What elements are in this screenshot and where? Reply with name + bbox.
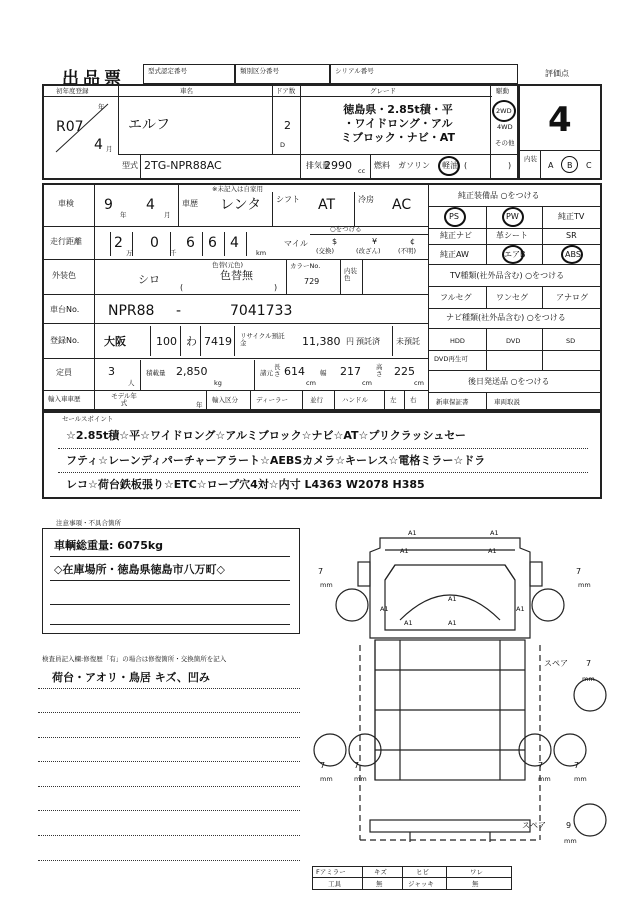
legend-v2: 無 (376, 880, 383, 888)
odo-digit-4: 6 (208, 235, 217, 251)
repaint-label: 色替(元色) (212, 261, 244, 269)
circle-note: ○をつける (330, 225, 362, 233)
grade-line3: ミブロック・ナビ・AT (341, 131, 455, 144)
import-year-unit: 年 (196, 401, 203, 409)
navi-dvd: DVD (506, 337, 521, 345)
chassis-prefix: NPR88 (108, 303, 155, 319)
dmg-door-left: A1 (380, 605, 389, 613)
spare-unit-2: mm (564, 837, 577, 845)
tire-fl-value: 7 (318, 567, 324, 576)
sales-line-2: フティ☆レーンディパーチャーアラート☆AEBSカメラ☆キーレス☆電格ミラー☆ドラ (66, 454, 486, 467)
equip-pw-circle (502, 207, 524, 227)
history-label: 車歴 (182, 199, 198, 208)
mile-label: マイル (284, 239, 308, 248)
after-manual: 車両取説 (494, 398, 520, 406)
equip-sr: SR (566, 231, 577, 240)
color-label: 外装色 (52, 271, 76, 280)
doors-value: 2 (284, 119, 291, 132)
reg-label: 登録No. (50, 336, 80, 345)
legend-v4: 無 (472, 880, 479, 888)
color-no-value: 729 (304, 277, 320, 286)
tire-rr2-unit: mm (574, 775, 587, 783)
inspection-year: 9 (104, 197, 113, 213)
hei-label: 高さ (376, 363, 383, 378)
grade-label: グレード (370, 87, 396, 95)
ac-value: AC (392, 197, 412, 213)
len-value: 614 (284, 365, 305, 378)
import-label: 輸入車車歴 (48, 395, 81, 403)
inspector-line-1: 荷台・アオリ・鳥居 キズ、凹み (52, 671, 210, 684)
shift-value: AT (318, 197, 336, 213)
dmg-roof-front-right: A1 (490, 529, 499, 537)
page-title: 出品票 (62, 69, 125, 89)
equip-aw: 純正AW (440, 250, 469, 259)
unknown-sym: ¢ (410, 237, 416, 246)
not-deposited: 未預託 (396, 337, 420, 346)
displacement-label: 排気量 (306, 161, 330, 170)
spare-label-1: スペア (544, 659, 568, 668)
equip-pw: PW (506, 212, 519, 221)
inspection-month: 4 (146, 197, 155, 213)
navi-title: ナビ種類(社外品含む) ○をつける (446, 313, 566, 322)
inspector-label: 検査員記入欄:修復歴「有」の場合は修復箇所・交換箇所を記入 (42, 655, 227, 663)
sales-points-label: セールスポイント (62, 415, 114, 423)
recycle-label: リサイクル預託金 (240, 332, 285, 347)
equip-ps-circle (444, 207, 466, 227)
tire-fl-unit: mm (320, 581, 333, 589)
month-unit: 月 (106, 145, 113, 153)
import-handle: ハンドル (342, 396, 368, 404)
fuel-diesel: 軽油 (442, 161, 458, 170)
after-title: 後日発送品 ○をつける (468, 377, 550, 386)
spare-value-1: 7 (586, 659, 592, 668)
load-label: 積載量 (146, 369, 166, 377)
deposited: 預託済 (356, 337, 380, 346)
dmg-roof-front: A1 (408, 529, 417, 537)
first-reg-month: 4 (94, 137, 103, 153)
odo-digit-1: 2 (114, 235, 123, 251)
tire-rl2-unit: mm (354, 775, 367, 783)
notes-line-1: 車輌総重量: 6075kg (54, 539, 164, 552)
legend-h1: Fアミラー (316, 868, 346, 876)
interior-a: A (548, 161, 554, 170)
displacement-value: 2990 (324, 159, 352, 172)
equip-airbag: エアB (504, 250, 526, 259)
equip-leather: 革シート (496, 231, 528, 240)
mileage-label: 走行距離 (50, 237, 82, 246)
first-reg-cell (48, 96, 118, 154)
year-unit: 年 (98, 103, 105, 111)
spare-value-2: 9 (566, 821, 572, 830)
load-value: 2,850 (176, 365, 208, 378)
import-type-label: 輸入区分 (212, 396, 238, 404)
modified-sym: ¥ (372, 237, 378, 246)
score-label-box (525, 64, 600, 84)
sales-line-3: レコ☆荷台鉄板張り☆ETC☆ロープ穴4対☆内寸 L4363 W2078 H385 (66, 478, 425, 491)
type-cert-box (143, 64, 235, 84)
equipment-title: 純正装備品 ○をつける (458, 191, 540, 200)
spare-unit-1: mm (582, 675, 595, 683)
dmg-floor-left: A1 (404, 619, 413, 627)
import-parallel: 並行 (310, 396, 323, 404)
inspection-label: 車検 (58, 199, 74, 208)
exchange-label: (交換) (316, 247, 335, 255)
reg-kana: わ (186, 335, 197, 348)
equip-abs-circle (561, 245, 583, 264)
shift-label: シフト (276, 195, 300, 204)
reg-number: 7419 (204, 335, 232, 348)
legend-v3: ジャッキ (408, 880, 434, 888)
notes-label: 注意事項・不具合箇所 (56, 519, 121, 527)
exchange-sym: $ (332, 237, 338, 246)
displacement-unit: cc (358, 167, 366, 175)
fuel-label: 燃料 (374, 161, 390, 170)
chassis-dash: - (176, 303, 182, 319)
modified-label: (改ざん) (356, 247, 381, 255)
chassis-label: 車台No. (50, 305, 80, 314)
odo-digit-2: 0 (150, 235, 159, 251)
dmg-door-right: A1 (516, 605, 525, 613)
doors-unit: D (280, 141, 286, 149)
tire-rr2-value: 7 (574, 761, 580, 770)
odo-digit-3: 6 (186, 235, 195, 251)
repaint-value: 色替無 (220, 269, 253, 282)
legend-h4: ワレ (470, 868, 483, 876)
tire-rr-unit: mm (538, 775, 551, 783)
interior-b-circle (561, 156, 578, 173)
tire-fr-unit: mm (578, 581, 591, 589)
legend-v1: 工具 (328, 880, 341, 888)
dmg-cab-left: A1 (400, 547, 409, 555)
load-unit: kg (214, 379, 222, 387)
equip-abs: ABS (565, 250, 581, 259)
class-box (235, 64, 330, 84)
serial-label: シリアル番号 (335, 67, 374, 75)
dmg-floor-center: A1 (448, 619, 457, 627)
tire-fr-value: 7 (576, 567, 582, 576)
reg-class: 100 (156, 335, 177, 348)
drive-2wd: 2WD (496, 107, 512, 115)
car-name-value: エルフ (128, 117, 170, 133)
model-value: 2TG-NPR88AC (144, 159, 222, 172)
odo-digit-5: 4 (230, 235, 239, 251)
model-label: 型式 (122, 161, 138, 170)
tv-title: TV種類(社外品含む) ○をつける (450, 271, 565, 280)
color-no-label: カラーNo. (290, 262, 321, 270)
tire-rl2-value: 7 (354, 761, 360, 770)
equip-airbag-circle (502, 245, 524, 264)
equip-ps: PS (449, 212, 459, 221)
legend-h3: ヒビ (416, 868, 429, 876)
grade-line2: ・ワイドロング・アル (343, 117, 453, 130)
capacity-label: 定員 (56, 368, 72, 377)
after-warranty: 新車保証書 (436, 398, 469, 406)
capacity-value: 3 (108, 365, 115, 378)
ac-label: 冷房 (358, 195, 374, 204)
spare-label-2: スペア (522, 821, 546, 830)
legend-h2: キズ (374, 868, 387, 876)
interior-color-label: 内装色 (344, 267, 357, 282)
sales-line-1: ☆2.85t積☆平☆ワイドロング☆アルミブロック☆ナビ☆AT☆プリクラッシュセー (66, 429, 466, 442)
history-value: レンタ (220, 197, 262, 213)
capacity-unit: 人 (128, 379, 135, 387)
notes-line-2: ◇在庫場所・徳島県徳島市八万町◇ (54, 563, 225, 576)
recycle-value: 11,380 (302, 335, 341, 348)
odo-man: 万 (126, 249, 133, 257)
equip-navi: 純正ナビ (440, 231, 472, 240)
navi-sd: SD (566, 337, 576, 345)
hei-value: 225 (394, 365, 415, 378)
equip-tv: 純正TV (558, 212, 585, 221)
color-paren-open: ( (180, 283, 184, 292)
score-label: 評価点 (545, 69, 569, 78)
len-unit: cm (306, 379, 316, 387)
inspection-month-unit: 月 (164, 211, 171, 219)
unknown-label: (不明) (398, 247, 417, 255)
history-note: ※未記入は自家用 (212, 185, 263, 193)
serial-box (330, 64, 518, 84)
odometer (100, 228, 280, 258)
fuel-paren-open: ( (464, 161, 468, 170)
doors-label: ドア数 (276, 87, 296, 95)
odo-sen: 千 (170, 249, 177, 257)
class-label: 類別区分番号 (240, 67, 279, 75)
first-reg-era: R07 (56, 119, 84, 135)
dvd-playback: DVD再生可 (434, 355, 468, 363)
wid-unit: cm (362, 379, 372, 387)
color-paren-close: ) (274, 283, 278, 292)
drive-2wd-circle (492, 100, 516, 122)
interior-label: 内装 (524, 155, 537, 163)
truck-diagram (300, 520, 620, 860)
import-left: 左 (390, 396, 397, 404)
chassis-number: 7041733 (230, 303, 293, 319)
type-cert-label: 型式認定番号 (148, 67, 187, 75)
tire-rr-value: 7 (538, 761, 544, 770)
score-value: 4 (548, 100, 572, 140)
drive-4wd: 4WD (497, 123, 513, 131)
interior-b: B (567, 161, 573, 170)
drive-label: 駆動 (496, 87, 509, 95)
model-year-label: モデル年式 (111, 392, 137, 407)
drive-cell (490, 84, 518, 154)
color-value: シロ (138, 273, 160, 286)
hei-unit: cm (414, 379, 424, 387)
wid-value: 217 (340, 365, 361, 378)
first-reg-label: 初年度登録 (56, 87, 89, 95)
import-dealer: ディーラー (256, 396, 288, 404)
dmg-cab-right: A1 (488, 547, 497, 555)
import-right: 右 (410, 396, 417, 404)
dims-label: 諸元 (260, 369, 273, 377)
fuel-paren-close: ) (508, 161, 512, 170)
len-label: 長さ (274, 363, 281, 378)
tire-rl-value: 7 (320, 761, 326, 770)
dmg-hood: A1 (448, 595, 457, 603)
odo-km: km (256, 249, 267, 257)
tv-analog: アナログ (556, 293, 588, 302)
car-name-label: 車名 (180, 87, 193, 95)
tire-rl-unit: mm (320, 775, 333, 783)
wid-label: 幅 (320, 369, 327, 377)
grade-line1: 徳島県・2.85t積・平 (343, 103, 453, 116)
fuel-gas: ガソリン (398, 161, 430, 170)
tv-oneseg: ワンセグ (496, 293, 528, 302)
inspection-year-unit: 年 (120, 211, 127, 219)
navi-hdd: HDD (450, 337, 465, 345)
interior-c: C (586, 161, 592, 170)
recycle-unit: 円 (346, 337, 354, 346)
tv-fullseg: フルセグ (440, 293, 472, 302)
drive-other: その他 (495, 139, 515, 147)
fuel-diesel-circle (438, 156, 460, 176)
reg-area: 大阪 (104, 335, 126, 348)
